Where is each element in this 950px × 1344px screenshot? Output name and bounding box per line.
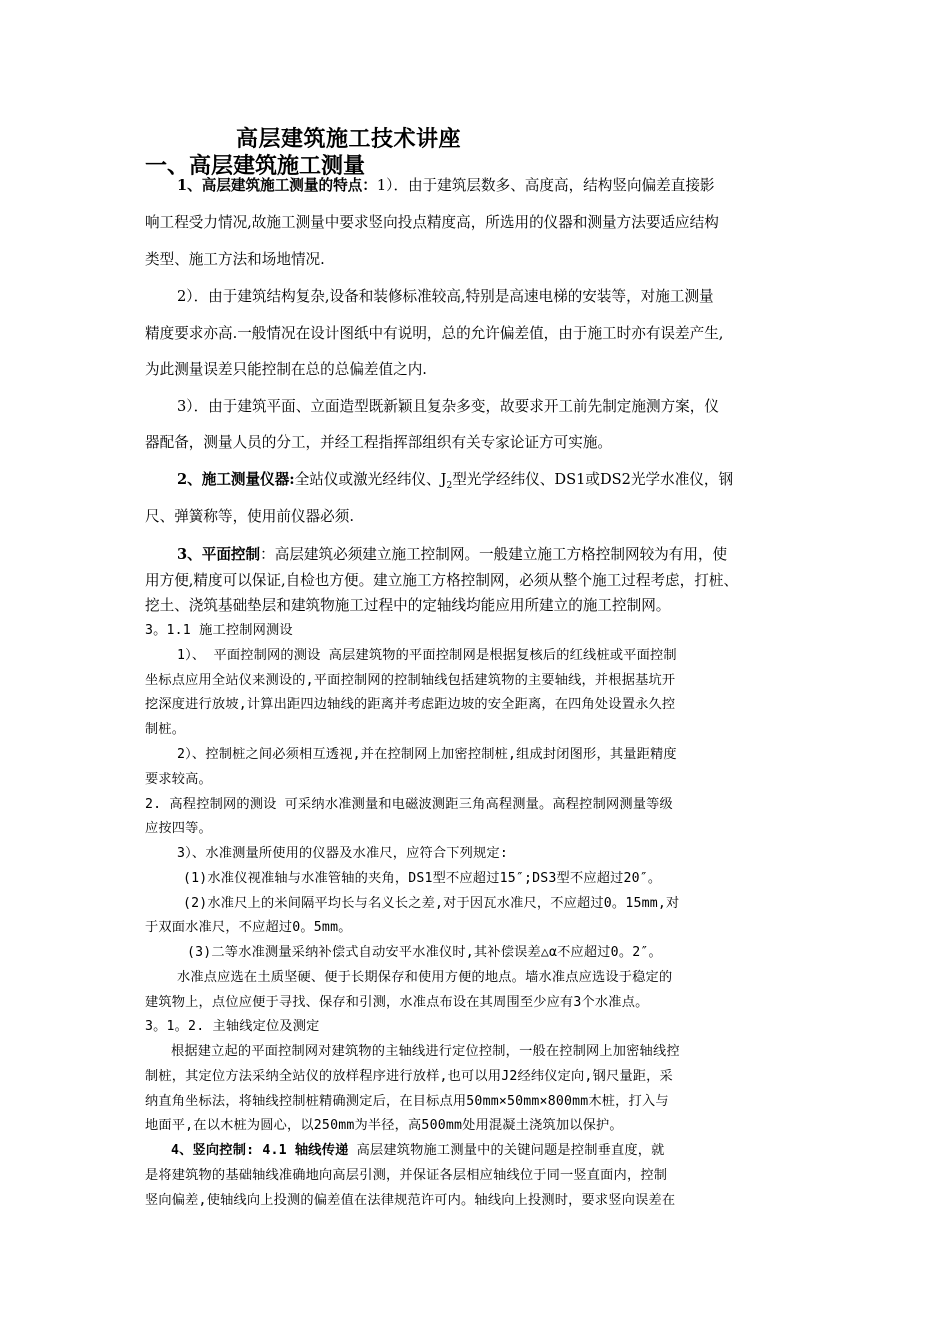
paragraph-line: 于双面水准尺，不应超过0。5mm。	[145, 920, 352, 935]
bold-label: 2、施工测量仪器:	[177, 471, 295, 488]
paragraph-line: 制桩。	[145, 722, 186, 737]
line-text: ：高层建筑必须建立施工控制网。一般建立施工方格控制网较为有用，使	[260, 546, 728, 563]
paragraph-line: 挖深度进行放坡,计算出距四边轴线的距离并考虑距边坡的安全距离，在四角处设置永久控	[145, 697, 676, 712]
bold-label: 3、平面控制	[177, 546, 261, 563]
paragraph-line: 是将建筑物的基础轴线准确地向高层引测，并保证各层相应轴线位于同一竖直面内，控制	[145, 1168, 668, 1183]
paragraph-line: 要求较高。	[145, 772, 212, 787]
paragraph-line: 水准点应选在土质坚硬、便于长期保存和使用方便的地点。墙水准点应选设于稳定的	[177, 970, 673, 985]
paragraph-line: 为此测量误差只能控制在总的总偏差值之内.	[145, 361, 427, 378]
line-text: 高层建筑物施工测量中的关键问题是控制垂直度，就	[348, 1143, 665, 1158]
line-text: 全站仪或激光经纬仪、J	[294, 471, 447, 488]
paragraph-line: (3)二等水准测量采纳补偿式自动安平水准仪时,其补偿误差△α不应超过0。2″。	[187, 945, 662, 960]
section-heading: 一、高层建筑施工测量	[145, 154, 366, 179]
line-text: 1）．由于建筑层数多、高度高，结构竖向偏差直接影	[376, 177, 715, 194]
paragraph-line: 响工程受力情况,故施工测量中要求竖向投点精度高，所选用的仪器和测量方法要适应结构	[145, 214, 719, 231]
paragraph-line: 坐标点应用全站仪来测设的,平面控制网的控制轴线包括建筑物的主要轴线，并根据基坑开	[145, 673, 676, 688]
paragraph-line: 应按四等。	[145, 821, 212, 836]
bold-label: 1、高层建筑施工测量的特点：	[177, 177, 377, 194]
paragraph-line: 精度要求亦高.一般情况在设计图纸中有说明，总的允许偏差值，由于施工时亦有误差产生,	[145, 325, 724, 342]
paragraph-line: 3）．由于建筑平面、立面造型既新颖且复杂多变，故要求开工前先制定施测方案，仪	[177, 398, 719, 415]
paragraph-line: 用方便,精度可以保证,自检也方便。建立施工方格控制网，必须从整个施工过程考虑，打桩、	[145, 572, 739, 589]
subscript: 2	[446, 480, 453, 491]
paragraph-line: 2. 高程控制网的测设 可采纳水准测量和电磁波测距三角高程测量。高程控制网测量等级	[145, 797, 673, 812]
paragraph-line	[171, 1140, 665, 1162]
paragraph-line: 2）．由于建筑结构复杂,设备和装修标准较高,特别是高速电梯的安装等，对施工测量	[177, 288, 714, 305]
paragraph-line: (2)水准尺上的米间隔平均长与名义长之差,对于因瓦水准尺，不应超过0。15mm,对	[183, 896, 680, 911]
paragraph-line: 根据建立起的平面控制网对建筑物的主轴线进行定位控制，一般在控制网上加密轴线控	[171, 1044, 680, 1059]
paragraph-line	[177, 544, 727, 566]
line-text: 型光学经纬仪、DS1或DS2光学水准仪，钢	[452, 471, 734, 488]
paragraph-line: 尺、弹簧称等，使用前仪器必须.	[145, 508, 354, 525]
paragraph-line: 建筑物上，点位应便于寻找、保存和引测，水准点布设在其周围至少应有3个水准点。	[145, 995, 649, 1010]
paragraph-line: 制桩，其定位方法采纳全站仪的放样程序进行放样,也可以用J2经纬仪定向,钢尺量距，采	[145, 1069, 673, 1084]
paragraph-line	[177, 469, 733, 497]
paragraph-line: 挖土、浇筑基础垫层和建筑物施工过程中的定轴线均能应用所建立的施工控制网。	[145, 597, 671, 614]
paragraph-line: 类型、施工方法和场地情况.	[145, 251, 325, 268]
paragraph-line: 地面平,在以木桩为圆心，以250mm为半径，高500mm处用混凝土浇筑加以保护。	[145, 1118, 623, 1133]
paragraph-line: 纳直角坐标法，将轴线控制桩精确测定后，在目标点用50mm×50mm×800mm木桩，打入与	[145, 1094, 669, 1109]
paragraph-line: 1）、 平面控制网的测设 高层建筑物的平面控制网是根据复核后的红线桩或平面控制	[177, 648, 677, 663]
paragraph-line	[177, 175, 715, 197]
subsection-heading: 3。1.1 施工控制网测设	[145, 623, 293, 638]
subsection-heading: 3。1。2. 主轴线定位及测定	[145, 1019, 320, 1034]
paragraph-line: (1)水准仪视准轴与水准管轴的夹角，DS1型不应超过15″;DS3型不应超过20″。	[183, 871, 662, 886]
document-title: 高层建筑施工技术讲座	[236, 126, 462, 152]
paragraph-line: 2）、控制桩之间必须相互透视,并在控制网上加密控制桩,组成封闭图形，其量距精度	[177, 747, 677, 762]
paragraph-line: 3）、水准测量所使用的仪器及水准尺，应符合下列规定:	[177, 846, 508, 861]
paragraph-line: 器配备，测量人员的分工，并经工程指挥部组织有关专家论证方可实施。	[145, 434, 613, 451]
paragraph-line: 竖向偏差,使轴线向上投测的偏差值在法律规范许可内。轴线向上投测时，要求竖向误差在	[145, 1193, 676, 1208]
bold-label: 4、竖向控制: 4.1 轴线传递	[171, 1143, 349, 1158]
